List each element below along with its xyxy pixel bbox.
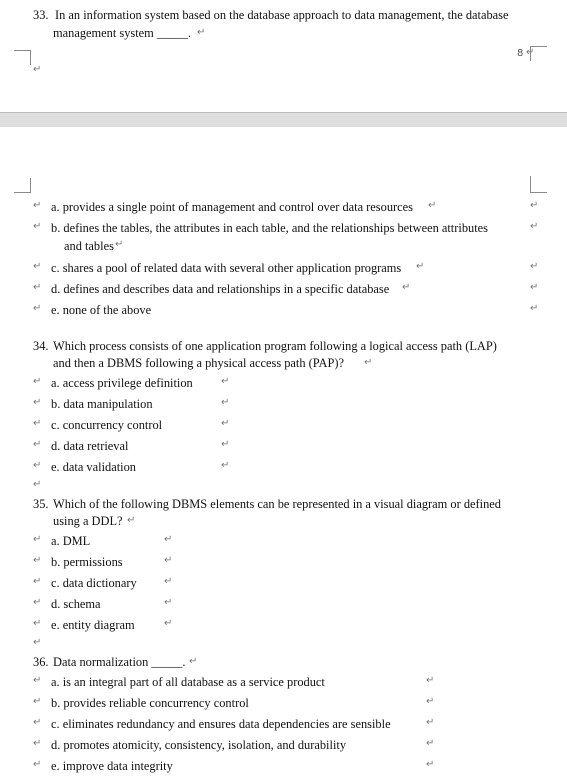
return-mark-icon: ↵: [426, 717, 435, 728]
question-text: Data normalization _____.: [53, 655, 186, 669]
return-mark-icon: ↵: [33, 439, 42, 450]
return-mark-icon: ↵: [33, 618, 42, 629]
return-mark-icon: ↵: [221, 439, 230, 450]
return-mark-icon: ↵: [33, 282, 42, 293]
question-text: management system _____.: [53, 26, 191, 40]
return-mark-icon: ↵: [189, 656, 198, 667]
return-mark-icon: ↵: [530, 200, 539, 211]
option-b: b. permissions: [51, 555, 123, 569]
return-mark-icon: ↵: [33, 200, 42, 211]
return-mark-icon: ↵: [115, 239, 124, 250]
question-number: 35.: [33, 497, 49, 511]
return-mark-icon: ↵: [33, 738, 42, 749]
question-text: Which process consists of one application program following a logical access path (LAP): [53, 339, 497, 353]
option-d: d. data retrieval: [51, 439, 129, 453]
question-text: In an information system based on the database approach to data management, the database: [55, 8, 509, 22]
return-mark-icon: ↵: [33, 261, 42, 272]
return-mark-icon: ↵: [164, 597, 173, 608]
return-mark-icon: ↵: [221, 397, 230, 408]
option-b: b. data manipulation: [51, 397, 153, 411]
page-break-gap: [0, 112, 567, 128]
page-body: [0, 127, 567, 783]
option-d: d. defines and describes data and relationships in a specific database: [51, 282, 390, 296]
return-mark-icon: ↵: [426, 759, 435, 770]
return-mark-icon: ↵: [426, 675, 435, 686]
return-mark-icon: ↵: [33, 696, 42, 707]
return-mark-icon: ↵: [33, 555, 42, 566]
question-text: Which of the following DBMS elements can be represented in a visual diagram or defined: [53, 497, 501, 511]
return-mark-icon: ↵: [33, 637, 42, 648]
return-mark-icon: ↵: [33, 376, 42, 387]
option-e: e. improve data integrity: [51, 759, 173, 773]
return-mark-icon: ↵: [33, 759, 42, 770]
option-e: e. none of the above: [51, 303, 152, 317]
return-mark-icon: ↵: [426, 738, 435, 749]
return-mark-icon: ↵: [33, 675, 42, 686]
option-c: c. data dictionary: [51, 576, 137, 590]
return-mark-icon: ↵: [127, 515, 136, 526]
return-mark-icon: ↵: [221, 418, 230, 429]
option-e: e. entity diagram: [51, 618, 135, 632]
return-mark-icon: ↵: [530, 221, 539, 232]
return-mark-icon: ↵: [33, 576, 42, 587]
question-number: 34.: [33, 339, 49, 353]
return-mark-icon: ↵: [33, 534, 42, 545]
return-mark-icon: ↵: [33, 418, 42, 429]
return-mark-icon: ↵: [221, 460, 230, 471]
return-mark-icon: ↵: [33, 460, 42, 471]
option-a: a. DML: [51, 534, 91, 548]
return-mark-icon: ↵: [33, 64, 42, 75]
return-mark-icon: ↵: [402, 282, 411, 293]
return-mark-icon: ↵: [33, 717, 42, 728]
return-mark-icon: ↵: [33, 597, 42, 608]
return-mark-icon: ↵: [33, 303, 42, 314]
return-mark-icon: ↵: [164, 576, 173, 587]
question-number: 33.: [33, 8, 49, 22]
return-mark-icon: ↵: [33, 479, 42, 490]
option-b: b. provides reliable concurrency control: [51, 696, 249, 710]
margin-corner-icon: [14, 178, 31, 193]
return-mark-icon: ↵: [164, 555, 173, 566]
option-e: e. data validation: [51, 460, 136, 474]
question-text: and then a DBMS following a physical access path (PAP)?: [53, 356, 345, 370]
return-mark-icon: ↵: [530, 261, 539, 272]
return-mark-icon: ↵: [530, 282, 539, 293]
return-mark-icon: ↵: [426, 696, 435, 707]
option-d: d. schema: [51, 597, 101, 611]
option-b: b. defines the tables, the attributes in each table, and the relationships between attributes: [51, 221, 488, 235]
return-mark-icon: ↵: [197, 27, 206, 38]
option-c: c. shares a pool of related data with several other application programs: [51, 261, 402, 275]
return-mark-icon: ↵: [364, 357, 373, 368]
option-b-continued: and tables: [64, 239, 114, 253]
option-d: d. promotes atomicity, consistency, isolation, and durability: [51, 738, 347, 752]
option-c: c. eliminates redundancy and ensures data dependencies are sensible: [51, 717, 391, 731]
return-mark-icon: ↵: [164, 618, 173, 629]
return-mark-icon: ↵: [416, 261, 425, 272]
margin-corner-icon: [14, 50, 31, 65]
return-mark-icon: ↵: [530, 303, 539, 314]
option-a: a. provides a single point of management and control over data resources: [51, 200, 413, 214]
return-mark-icon: ↵: [526, 47, 535, 58]
option-a: a. access privilege definition: [51, 376, 193, 390]
option-a: a. is an integral part of all database as a service product: [51, 675, 325, 689]
return-mark-icon: ↵: [221, 376, 230, 387]
margin-note: 8: [517, 48, 524, 59]
option-c: c. concurrency control: [51, 418, 163, 432]
return-mark-icon: ↵: [164, 534, 173, 545]
question-text: using a DDL?: [53, 514, 123, 528]
question-number: 36.: [33, 655, 49, 669]
return-mark-icon: ↵: [33, 221, 42, 232]
return-mark-icon: ↵: [428, 200, 437, 211]
return-mark-icon: ↵: [33, 397, 42, 408]
margin-corner-icon: [530, 176, 547, 193]
